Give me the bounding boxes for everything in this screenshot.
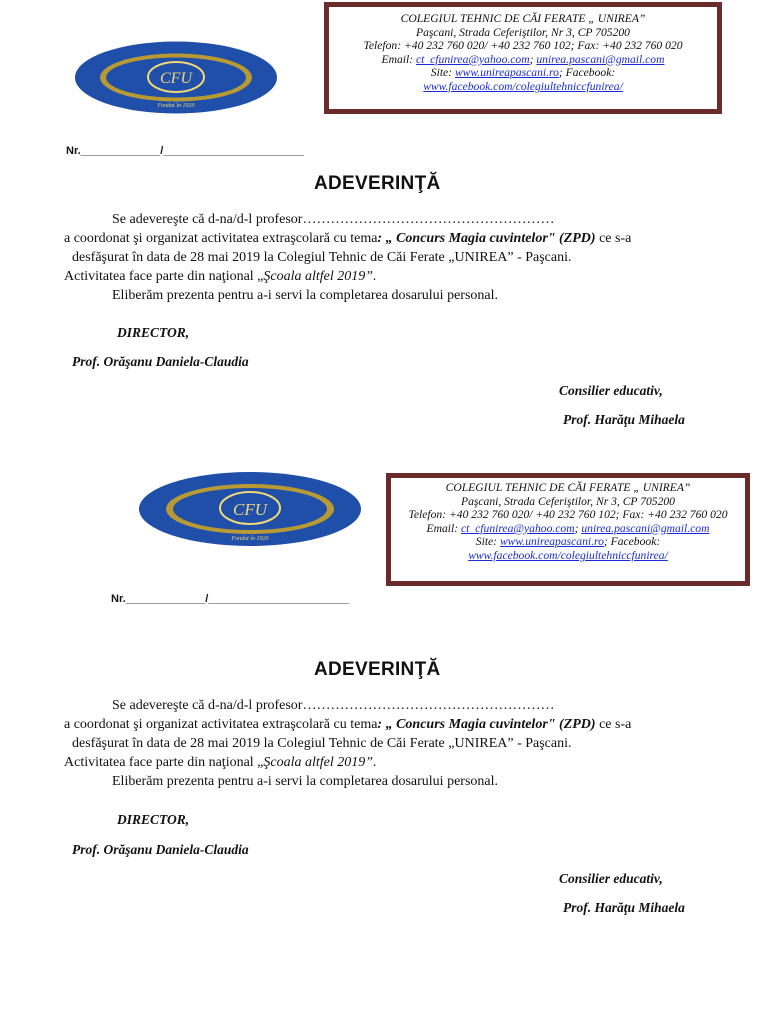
nr-blank-1: _____________: [80, 145, 161, 157]
paragraph-coordination: [64, 229, 631, 248]
facebook-label: ; Facebook:: [558, 66, 616, 80]
school-header-box: [386, 473, 750, 586]
paragraph-attest: Se adevereşte că d-na/d-l profesor………………………………………………: [112, 698, 555, 713]
email-label: Email:: [381, 52, 416, 66]
site-link[interactable]: www.unireapascani.ro: [454, 66, 559, 80]
header-school-name: COLEGIUL TEHNIC DE CĂI FERATE „ UNIREA”: [400, 12, 646, 25]
director-name: Prof. Orăşanu Daniela-Claudia: [72, 354, 249, 369]
paragraph-date: desfăşurat în data de 28 mai 2019 la Colegiul Tehnic de Căi Ferate „UNIREA” - Paşcani.: [72, 250, 572, 265]
nr-blank-1: _____________: [125, 593, 206, 605]
header-site-line: [397, 535, 739, 549]
seal-founded: Fondat în 1920: [231, 536, 269, 542]
nr-slash: /: [160, 145, 164, 157]
registration-number: [66, 145, 304, 157]
email-separator: ;: [529, 52, 537, 66]
header-email-line: [397, 522, 739, 536]
facebook-link[interactable]: www.facebook.com/colegiultehniccfunirea/: [423, 79, 623, 93]
coordination-tail: ce s-a: [595, 231, 632, 246]
site-link[interactable]: www.unireapascani.ro: [499, 535, 604, 549]
program-name: Şcoala altfel 2019”.: [263, 755, 377, 770]
seal-monogram: CFU: [160, 70, 192, 87]
school-logo-seal: [74, 40, 279, 115]
activity-theme: : „ Concurs Magia cuvintelor" (ZPD): [377, 717, 596, 732]
header-email-line: [337, 53, 709, 67]
header-phone: Telefon: +40 232 760 020/ +40 232 760 102; Fax: +40 232 760 020: [408, 508, 728, 522]
nr-label: Nr.: [66, 145, 81, 157]
paragraph-attest: Se adevereşte că d-na/d-l profesor………………………………………………: [112, 212, 555, 227]
school-header-box: [324, 2, 722, 114]
director-name: Prof. Orăşanu Daniela-Claudia: [72, 842, 249, 857]
header-facebook-line: [337, 80, 709, 94]
registration-number: [111, 593, 349, 605]
header-facebook-line: [397, 549, 739, 563]
nr-slash: /: [205, 593, 209, 605]
school-logo-seal: [138, 470, 363, 548]
nr-blank-2: _______________________: [208, 593, 349, 605]
document-title: ADEVERINŢĂ: [314, 659, 441, 680]
facebook-label: ; Facebook:: [603, 535, 661, 549]
activity-theme: : „ Concurs Magia cuvintelor" (ZPD): [377, 231, 596, 246]
email-link-1[interactable]: ct_cfunirea@yahoo.com: [461, 521, 575, 535]
seal-graphic: [138, 470, 363, 548]
header-address: Paşcani, Strada Ceferiştilor, Nr 3, CP 705200: [416, 25, 630, 39]
coordination-text: a coordonat şi organizat activitatea extraşcolară cu tema: [64, 231, 378, 246]
header-school-name: COLEGIUL TEHNIC DE CĂI FERATE „ UNIREA”: [445, 481, 691, 494]
email-separator: ;: [574, 521, 582, 535]
paragraph-program: [64, 267, 377, 286]
coordination-text: a coordonat şi organizat activitatea extraşcolară cu tema: [64, 717, 378, 732]
paragraph-purpose: Eliberăm prezenta pentru a-i servi la completarea dosarului personal.: [112, 774, 498, 789]
site-label: Site:: [475, 535, 500, 549]
seal-founded: Fondat în 1920: [157, 103, 195, 109]
header-phone: Telefon: +40 232 760 020/ +40 232 760 102; Fax: +40 232 760 020: [363, 39, 683, 53]
paragraph-coordination: [64, 715, 631, 734]
program-name: Şcoala altfel 2019”.: [263, 269, 377, 284]
seal-monogram: CFU: [233, 500, 267, 519]
email-link-1[interactable]: ct_cfunirea@yahoo.com: [416, 52, 530, 66]
program-text: Activitatea face parte din naţional „: [64, 269, 264, 284]
document-title: ADEVERINŢĂ: [314, 173, 441, 194]
coordination-tail: ce s-a: [595, 717, 632, 732]
email-label: Email:: [426, 521, 461, 535]
consilier-name: Prof. Harăţu Mihaela: [563, 412, 685, 427]
director-title: DIRECTOR,: [117, 325, 190, 340]
header-site-line: [337, 66, 709, 80]
nr-blank-2: ___________________: [163, 145, 280, 157]
email-link-2[interactable]: unirea.pascani@gmail.com: [581, 521, 710, 535]
paragraph-date: desfăşurat în data de 28 mai 2019 la Colegiul Tehnic de Căi Ferate „UNIREA” - Paşcani.: [72, 736, 572, 751]
program-text: Activitatea face parte din naţional „: [64, 755, 264, 770]
consilier-name: Prof. Harăţu Mihaela: [563, 900, 685, 915]
email-link-2[interactable]: unirea.pascani@gmail.com: [536, 52, 665, 66]
consilier-title: Consilier educativ,: [559, 871, 663, 886]
seal-graphic: [74, 40, 279, 115]
nr-label: Nr.: [111, 593, 126, 605]
header-address: Paşcani, Strada Ceferiştilor, Nr 3, CP 705200: [461, 494, 675, 508]
facebook-link[interactable]: www.facebook.com/colegiultehniccfunirea/: [468, 548, 668, 562]
site-label: Site:: [430, 66, 455, 80]
nr-blank-3: ____: [279, 145, 305, 157]
consilier-title: Consilier educativ,: [559, 383, 663, 398]
director-title: DIRECTOR,: [117, 812, 190, 827]
paragraph-purpose: Eliberăm prezenta pentru a-i servi la completarea dosarului personal.: [112, 288, 498, 303]
paragraph-program: [64, 753, 377, 772]
